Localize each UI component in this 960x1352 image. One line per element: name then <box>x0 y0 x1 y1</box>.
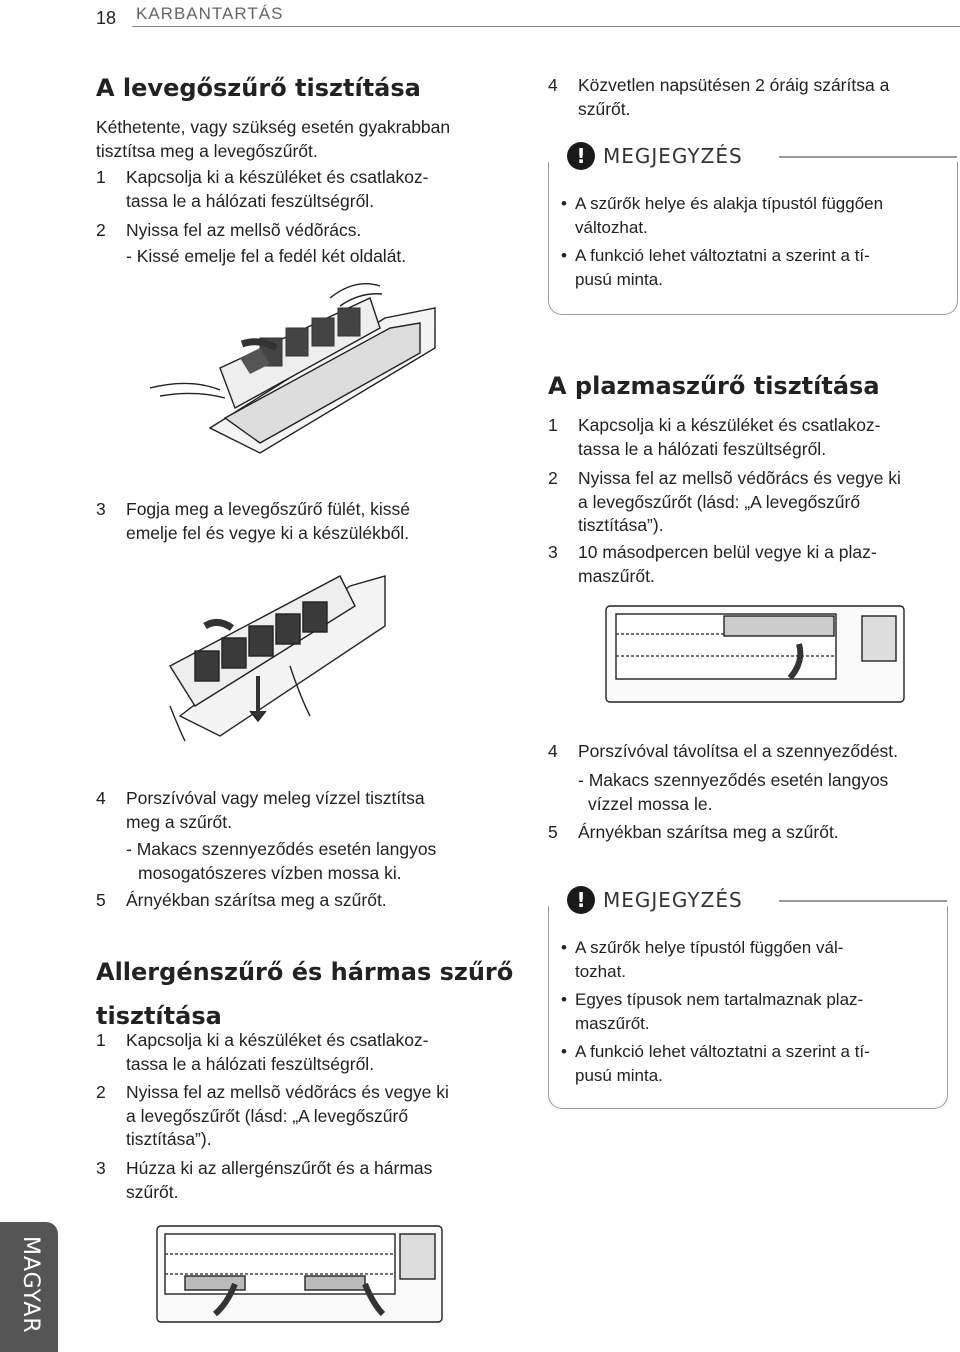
step-text <box>126 1157 432 1204</box>
step-text <box>126 1029 429 1076</box>
step-line: Húzza ki az allergénszűrőt és a hármas <box>126 1158 433 1178</box>
note-bullet <box>561 192 951 240</box>
step-text: Árnyékban szárítsa meg a szűrőt. <box>578 822 839 842</box>
bullet-icon: • <box>561 246 567 265</box>
step-line: a levegőszűrőt (lásd: „A levegőszűrő <box>126 1105 409 1126</box>
bullet-line: tozhat. <box>575 961 627 981</box>
step-line: szűrőt. <box>126 1181 179 1202</box>
step-text <box>126 166 429 213</box>
air-filter-title: A levegőszűrő tisztítása <box>96 74 421 102</box>
step-sub <box>578 769 888 816</box>
bullet-line: pusú minta. <box>575 1065 663 1085</box>
bullet-icon: • <box>561 938 567 957</box>
step-line: tassa le a hálózati feszültségről. <box>578 438 827 459</box>
step-text: Porszívóval távolítsa el a szennyeződést. <box>578 741 899 761</box>
allergen-filter-illustration <box>155 1224 445 1324</box>
step-item <box>548 740 960 764</box>
step-text <box>126 1081 449 1152</box>
step-number: 3 <box>96 1158 106 1178</box>
air-filter-intro <box>96 116 450 163</box>
bullet-icon: • <box>561 990 567 1009</box>
header-rule <box>132 26 960 27</box>
step-text <box>578 74 889 121</box>
bullet-line: pusú minta. <box>575 269 663 289</box>
step-number: 5 <box>548 822 558 842</box>
step-text <box>578 414 881 461</box>
step-number: 1 <box>548 415 558 435</box>
step-number: 1 <box>96 1030 106 1050</box>
step-number: 3 <box>96 499 106 519</box>
step-line: tassa le a hálózati feszültségről. <box>126 1053 375 1074</box>
step-item <box>548 74 960 122</box>
step-text <box>126 498 410 545</box>
language-tab <box>0 1222 58 1352</box>
step-item <box>96 787 516 835</box>
step-text <box>126 787 425 834</box>
bullet-line: A szűrők helye és alakja típustól függően <box>575 194 884 213</box>
step-line: Nyissa fel az mellsõ védõrács és vegye ki <box>578 468 901 488</box>
bullet-line: maszűrőt. <box>575 1013 650 1033</box>
step-line: Kapcsolja ki a készüléket és csatlakoz- <box>578 415 881 435</box>
section-label: KARBANTARTÁS <box>136 4 284 23</box>
bullet-line: A szűrők helye típustól függően vál- <box>575 938 844 957</box>
bullet-line: A funkció lehet változtatni a szerint a tí- <box>575 246 870 265</box>
step-number: 4 <box>548 75 558 95</box>
step-line: meg a szűrőt. <box>126 811 233 832</box>
step-sub: - Kissé emelje fel a fedél két oldalát. <box>126 246 407 266</box>
step-line: Nyissa fel az mellsõ védõrács és vegye ki <box>126 1082 449 1102</box>
step-line: tassa le a hálózati feszültségről. <box>126 190 375 211</box>
note-title: MEGJEGYZÉS <box>603 144 743 168</box>
warning-icon: ! <box>567 886 595 914</box>
allergen-title-line: tisztítása <box>96 1002 222 1030</box>
step-item <box>548 414 960 462</box>
step-line: Kapcsolja ki a készüléket és csatlakoz- <box>126 167 429 187</box>
intro-line: Kéthetente, vagy szükség esetén gyakrabban <box>96 117 451 137</box>
step-text <box>578 541 877 588</box>
note-bullet <box>561 244 951 292</box>
note-header <box>567 886 751 914</box>
step-item <box>548 541 960 589</box>
step-line: maszűrőt. <box>578 565 655 586</box>
note-bullet-text <box>575 192 883 239</box>
step-sub-line: mosogatószeres vízben mossa ki. <box>138 862 402 883</box>
step-sub-line: - Makacs szennyeződés esetén langyos <box>578 770 889 790</box>
step-number: 2 <box>548 468 558 488</box>
note-title: MEGJEGYZÉS <box>603 888 743 912</box>
step-text: Árnyékban szárítsa meg a szűrőt. <box>126 890 387 910</box>
note-bullet-text <box>575 936 843 983</box>
note-bullet-text <box>575 1040 870 1087</box>
bullet-line: változhat. <box>575 217 648 237</box>
step-item <box>96 498 516 546</box>
language-tab-label: MAGYAR <box>18 1236 43 1334</box>
warning-icon: ! <box>567 142 595 170</box>
step-line: emelje fel és vegye ki a készülékből. <box>126 522 410 543</box>
note-box <box>548 144 958 315</box>
bullet-icon: • <box>561 194 567 213</box>
page-number: 18 <box>96 8 117 28</box>
note-header <box>567 142 751 170</box>
step-line: tisztítása”). <box>578 515 664 535</box>
step-item <box>548 467 960 539</box>
step-item <box>96 889 516 913</box>
allergen-title <box>96 950 513 1038</box>
bullet-line: Egyes típusok nem tartalmaznak plaz- <box>575 990 864 1009</box>
step-line: tisztítása”). <box>126 1129 212 1149</box>
bullet-icon: • <box>561 1042 567 1061</box>
step-number: 4 <box>548 741 558 761</box>
note-rule <box>779 900 947 902</box>
step-line: 10 másodpercen belül vegye ki a plaz- <box>578 542 877 562</box>
note-bullet <box>561 936 941 984</box>
step-number: 2 <box>96 1082 106 1102</box>
note-bullet-text <box>575 988 863 1035</box>
step-text: Nyissa fel az mellsõ védõrács. <box>126 220 362 240</box>
step-item <box>96 1081 516 1153</box>
note-rule <box>779 156 957 158</box>
step-number: 1 <box>96 167 106 187</box>
note-bullet <box>561 1040 941 1088</box>
plasma-title: A plazmaszűrő tisztítása <box>548 372 880 400</box>
step-number: 5 <box>96 890 106 910</box>
plasma-filter-illustration <box>604 604 906 704</box>
step-item <box>96 219 516 243</box>
step-line: Közvetlen napsütésen 2 óráig szárítsa a <box>578 75 890 95</box>
bullet-line: A funkció lehet változtatni a szerint a tí- <box>575 1042 870 1061</box>
step-sub-line: vízzel mossa le. <box>588 793 713 814</box>
step-item <box>96 1157 516 1205</box>
filter-removal-illustration <box>150 556 390 746</box>
filter-cover-illustration <box>150 278 440 458</box>
note-bullet-text <box>575 244 870 291</box>
step-item <box>96 166 516 214</box>
note-box <box>548 888 948 1109</box>
step-item <box>96 1029 516 1077</box>
step-number: 3 <box>548 542 558 562</box>
step-item <box>548 821 960 845</box>
step-number: 2 <box>96 220 106 240</box>
intro-line: tisztítsa meg a levegőszűrőt. <box>96 140 318 161</box>
step-line: Porszívóval vagy meleg vízzel tisztítsa <box>126 788 425 808</box>
step-number: 4 <box>96 788 106 808</box>
step-text <box>578 467 901 538</box>
step-line: szűrőt. <box>578 98 631 119</box>
step-line: Fogja meg a levegőszűrő fülét, kissé <box>126 499 411 519</box>
step-line: a levegőszűrőt (lásd: „A levegőszűrő <box>578 491 861 512</box>
step-sub <box>126 838 436 885</box>
step-line: Kapcsolja ki a készüléket és csatlakoz- <box>126 1030 429 1050</box>
allergen-title-line: Allergénszűrő és hármas szűrő <box>96 958 514 986</box>
step-sub-line: - Makacs szennyeződés esetén langyos <box>126 839 437 859</box>
note-bullet <box>561 988 941 1036</box>
